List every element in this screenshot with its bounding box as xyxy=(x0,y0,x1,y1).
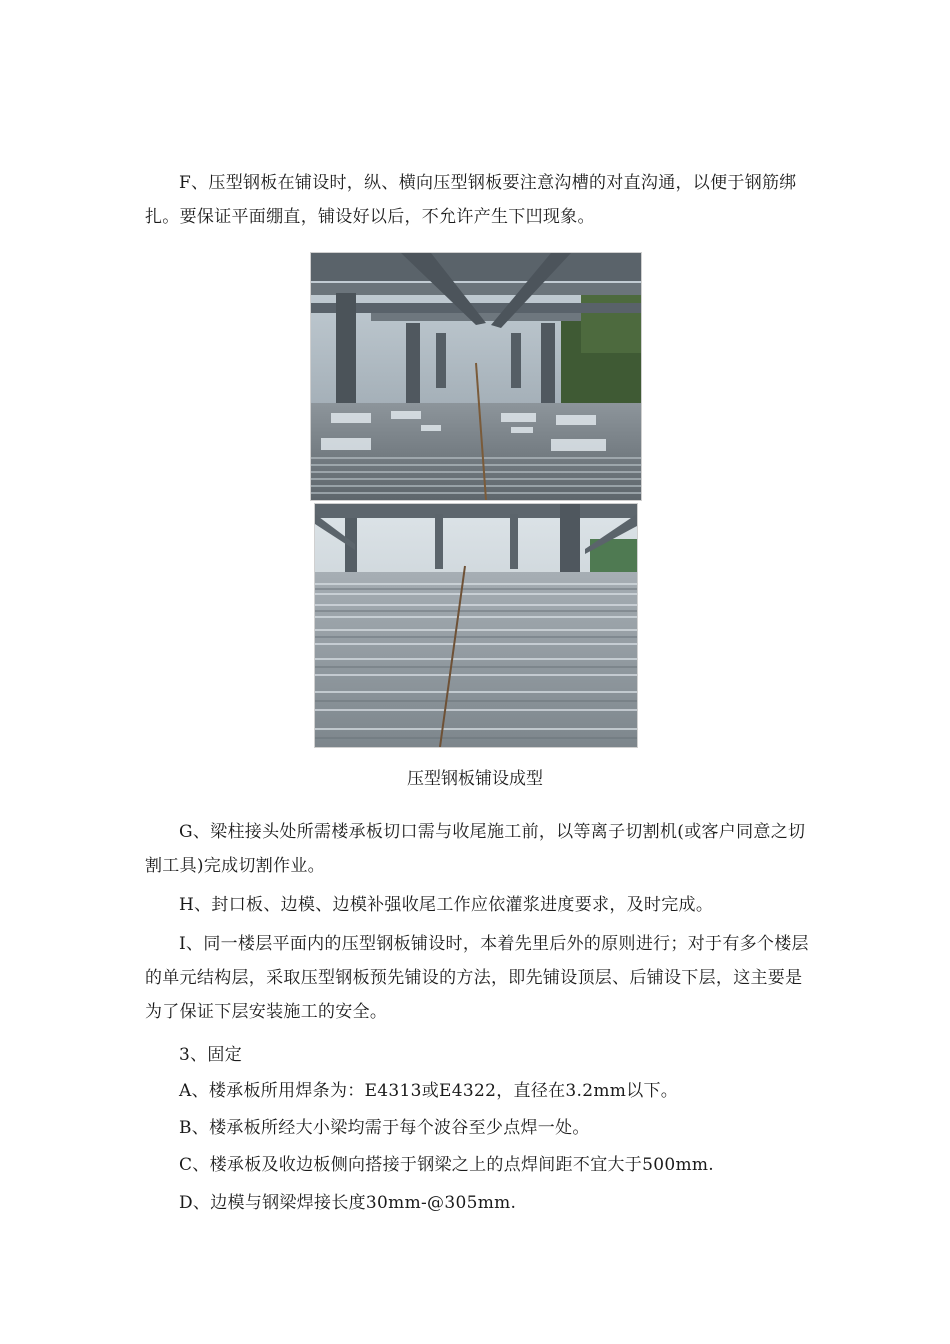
decking-photo-1 xyxy=(310,252,642,501)
paragraph-a: A、楼承板所用焊条为：E4313或E4322，直径在3.2mm以下。 xyxy=(179,1081,679,1101)
paragraph-c: C、楼承板及收边板侧向搭接于钢梁之上的点焊间距不宜大于500mm. xyxy=(179,1155,714,1175)
paragraph-g: G、梁柱接头处所需楼承板切口需与收尾施工前，以等离子切割机(或客户同意之切割工具)完成切割作业。 xyxy=(145,822,806,876)
paragraph-d: D、边模与钢梁焊接长度30mm-@305mm. xyxy=(179,1193,517,1213)
paragraph-i: I、同一楼层平面内的压型钢板铺设时，本着先里后外的原则进行；对于有多个楼层的单元结构层，采取压型钢板预先铺设的方法，即先铺设顶层、后铺设下层，这主要是为了保证下层安装施工的安全。 xyxy=(145,934,809,1022)
paragraph-h: H、封口板、边模、边模补强收尾工作应依灌浆进度要求，及时完成。 xyxy=(179,895,714,915)
paragraph-b: B、楼承板所经大小梁均需于每个波谷至少点焊一处。 xyxy=(179,1118,590,1138)
figure-caption: 压型钢板铺设成型 xyxy=(407,769,543,789)
section-3-heading: 3、固定 xyxy=(179,1045,243,1065)
paragraph-f: F、压型钢板在铺设时，纵、横向压型钢板要注意沟槽的对直沟通，以便于钢筋绑扎。要保证平面绷直，铺设好以后，不允许产生下凹现象。 xyxy=(145,173,797,227)
decking-photo-2 xyxy=(314,503,638,748)
